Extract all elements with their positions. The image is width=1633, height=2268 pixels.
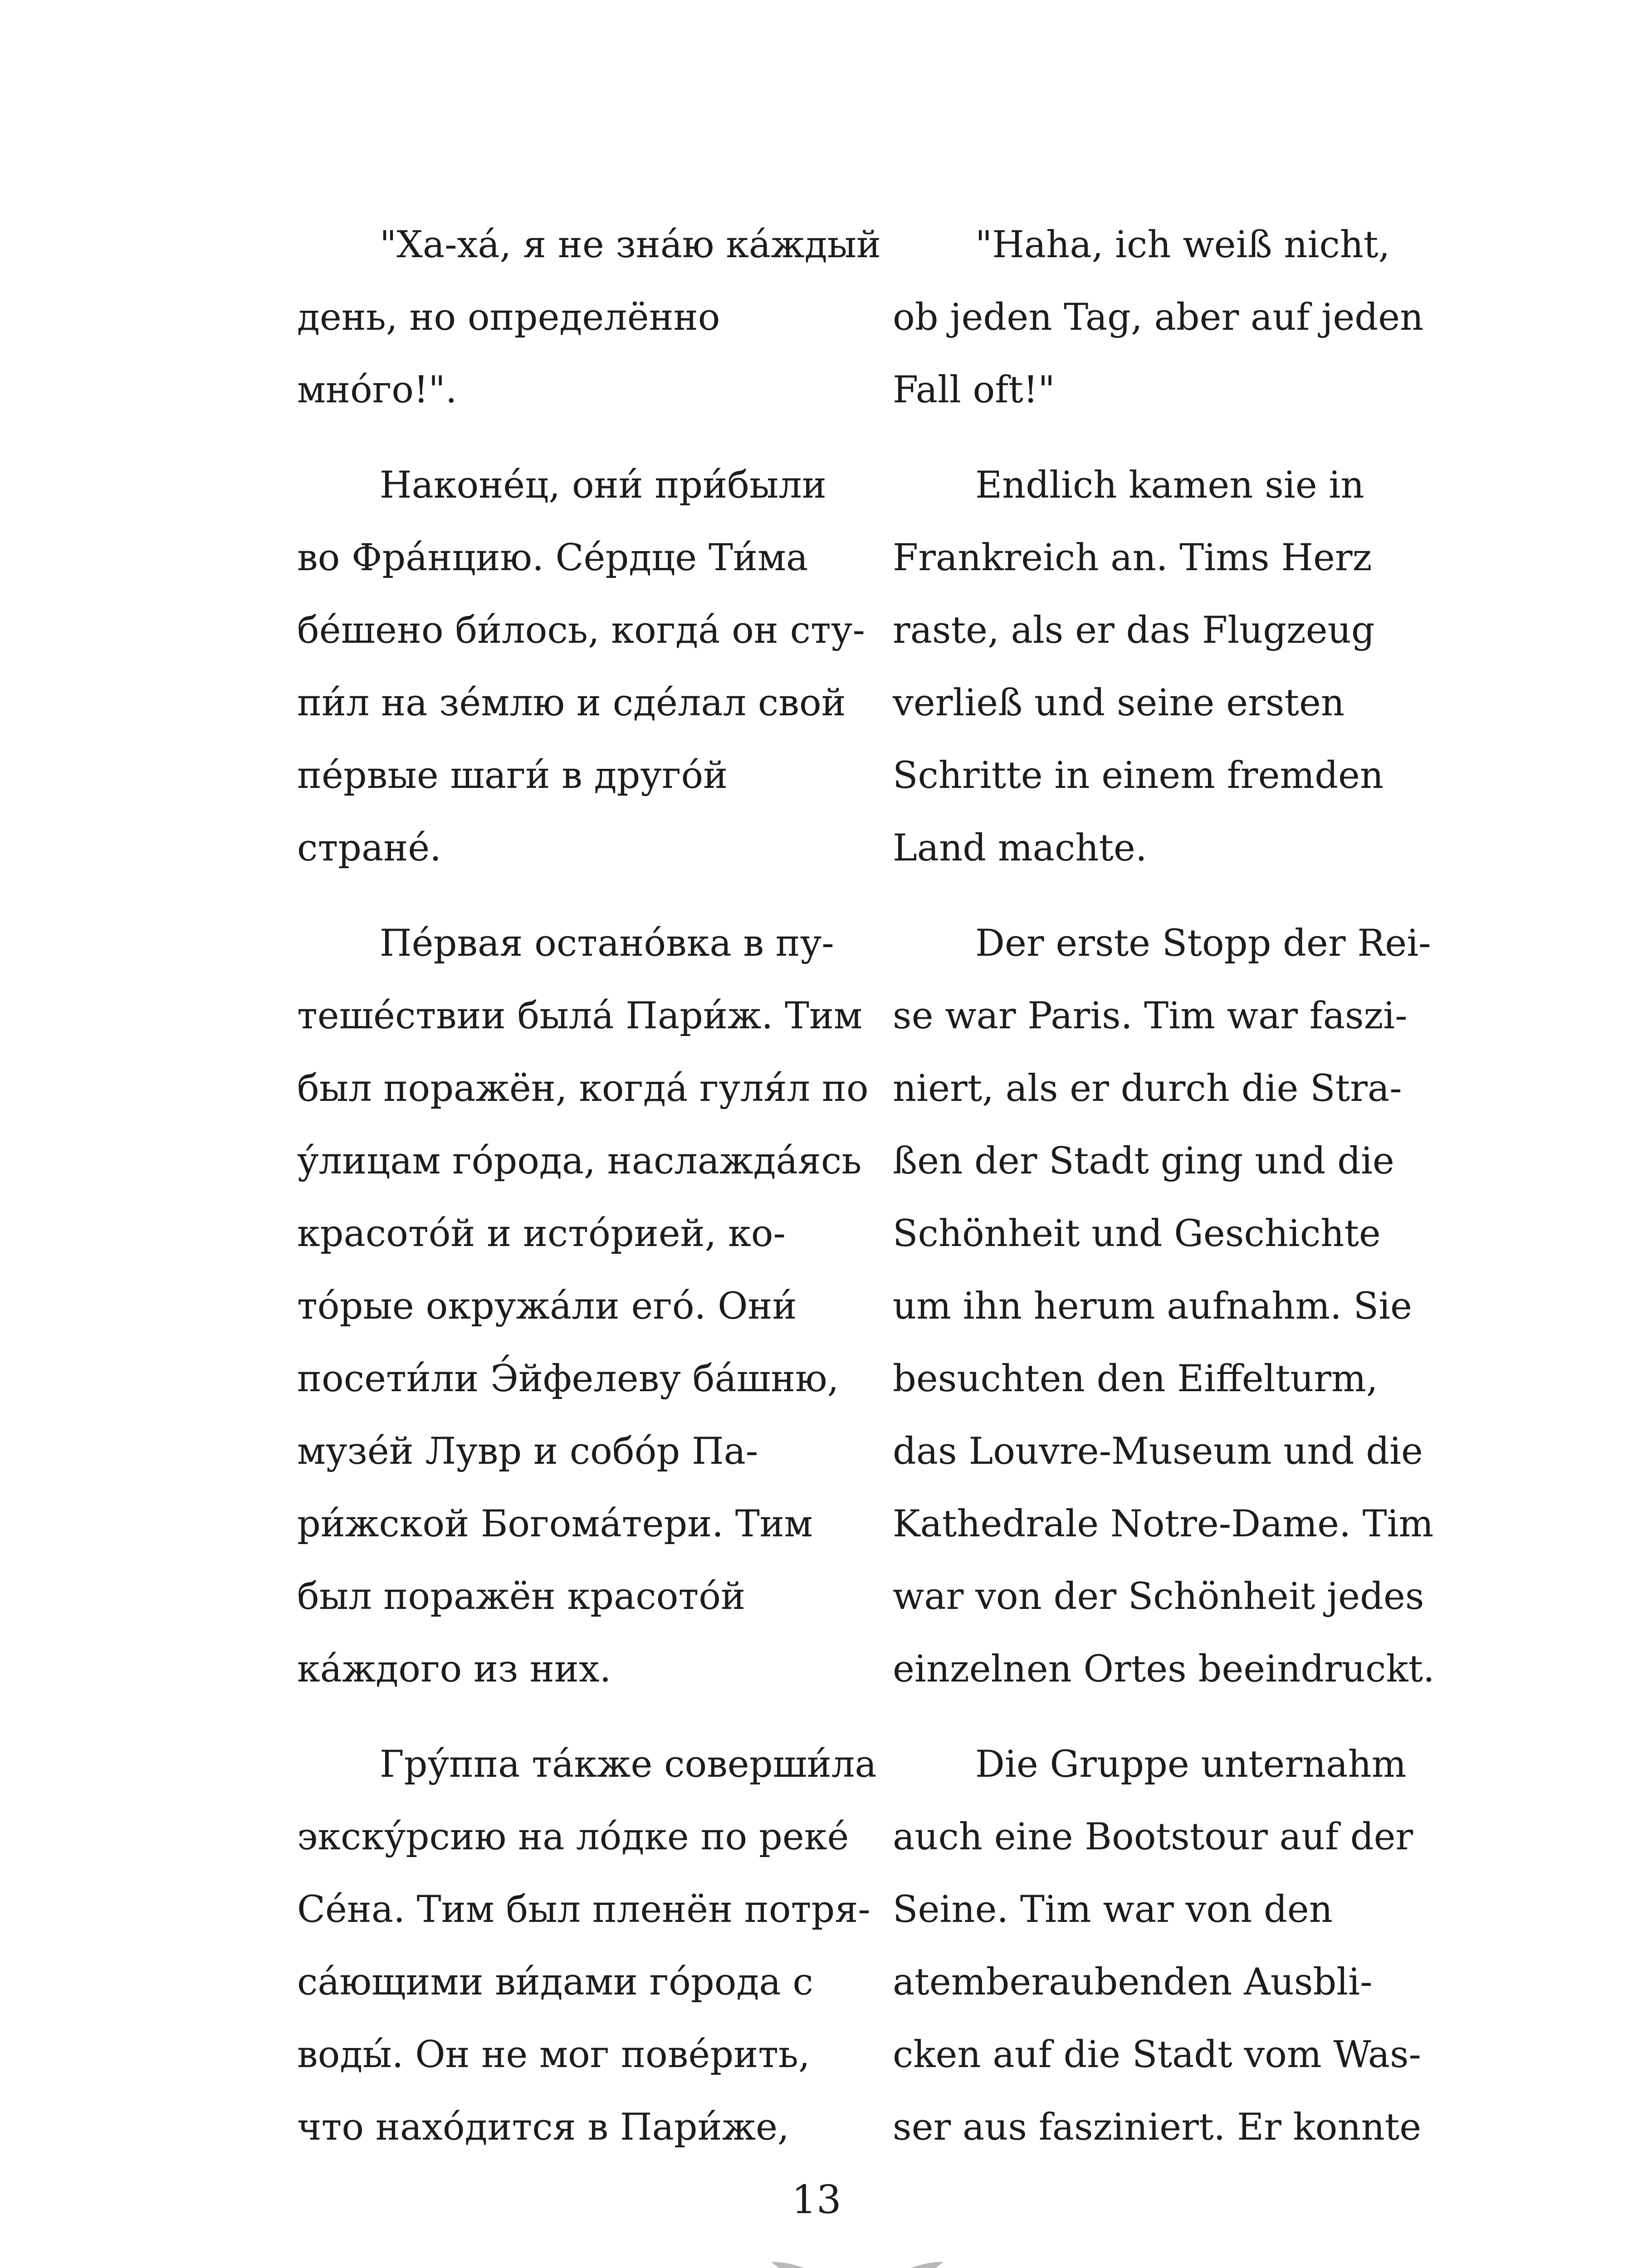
text-line: ßen der Stadt ging und die (893, 1140, 1394, 1183)
text-line: музе́й Лувр и собо́р Па- (297, 1430, 758, 1473)
text-line: verließ und seine ersten (893, 682, 1345, 724)
text-line: Land machte. (893, 827, 1147, 870)
text-line: са́ющими ви́дами го́рода с (297, 1961, 813, 2004)
text-line: мно́го!". (297, 369, 457, 411)
text-line: экску́рсию на ло́дке по реке́ (297, 1816, 849, 1858)
text-line: raste, als er das Flugzeug (893, 609, 1375, 652)
text-line: "Haha, ich weiß nicht, (975, 224, 1390, 266)
text-line: что нахо́дится в Пари́же, (297, 2106, 789, 2149)
text-line: Гру́ппа та́кже соверши́ла (380, 1743, 877, 1786)
text-line: auch eine Bootstour auf der (893, 1816, 1413, 1858)
text-line: то́рые окружа́ли его́. Они́ (297, 1285, 797, 1328)
text-line: ser aus fasziniert. Er konnte (893, 2106, 1422, 2149)
text-line: niert, als er durch die Stra- (893, 1067, 1402, 1110)
text-line: день, но определённо (297, 296, 720, 339)
text-line: cken auf die Stadt vom Was- (893, 2033, 1421, 2076)
text-line: einzelnen Ortes beeindruckt. (893, 1648, 1435, 1691)
text-line: Die Gruppe unternahm (975, 1743, 1407, 1786)
text-line: "Ха-ха́, я не зна́ю ка́ждый (380, 224, 881, 266)
text-line: воды́. Он не мог пове́рить, (297, 2033, 810, 2076)
text-line: besuchten den Eiffelturm, (893, 1358, 1378, 1400)
text-line: ри́жской Богома́тери. Тим (297, 1503, 813, 1545)
text-line: das Louvre-Museum und die (893, 1430, 1423, 1473)
text-line: se war Paris. Tim war faszi- (893, 995, 1408, 1037)
text-line: Kathedrale Notre-Dame. Tim (893, 1503, 1434, 1545)
bat-icon (771, 2257, 944, 2268)
text-line: стране́. (297, 827, 441, 870)
text-line: Frankreich an. Tims Herz (893, 537, 1372, 579)
text-line: был поражён, когда́ гуля́л по (297, 1067, 869, 1110)
text-line: Наконе́ц, они́ при́были (380, 464, 826, 507)
text-line: atemberaubenden Ausbli- (893, 1961, 1373, 2004)
text-line: Endlich kamen sie in (975, 464, 1364, 507)
text-line: Пе́рвая остано́вка в пу- (380, 922, 834, 965)
text-line: пи́л на зе́млю и сде́лал свой (297, 682, 846, 724)
text-line: бе́шено би́лось, когда́ он сту- (297, 609, 865, 652)
text-line: Schritte in einem fremden (893, 754, 1384, 797)
text-line: у́лицам го́рода, наслажда́ясь (297, 1140, 862, 1183)
text-line: Schönheit und Geschichte (893, 1212, 1381, 1255)
text-line: теше́ствии была́ Пари́ж. Тим (297, 995, 863, 1037)
text-line: Се́на. Тим был пленён потря- (297, 1888, 870, 1931)
text-line: Der erste Stopp der Rei- (975, 922, 1431, 965)
text-line: посети́ли Э́йфелеву ба́шню, (297, 1358, 839, 1400)
text-line: красото́й и исто́рией, ко- (297, 1212, 786, 1255)
text-line: Fall oft!" (893, 369, 1055, 411)
text-line: во Фра́нцию. Се́рдце Ти́ма (297, 537, 808, 579)
text-line: ob jeden Tag, aber auf jeden (893, 296, 1424, 339)
page-number: 13 (792, 2177, 841, 2223)
text-line: Seine. Tim war von den (893, 1888, 1333, 1931)
text-line: um ihn herum aufnahm. Sie (893, 1285, 1412, 1328)
text-line: был поражён красото́й (297, 1575, 745, 1618)
text-line: пе́рвые шаги́ в друго́й (297, 754, 728, 797)
text-line: ка́ждого из них. (297, 1648, 611, 1691)
text-line: war von der Schönheit jedes (893, 1575, 1424, 1618)
